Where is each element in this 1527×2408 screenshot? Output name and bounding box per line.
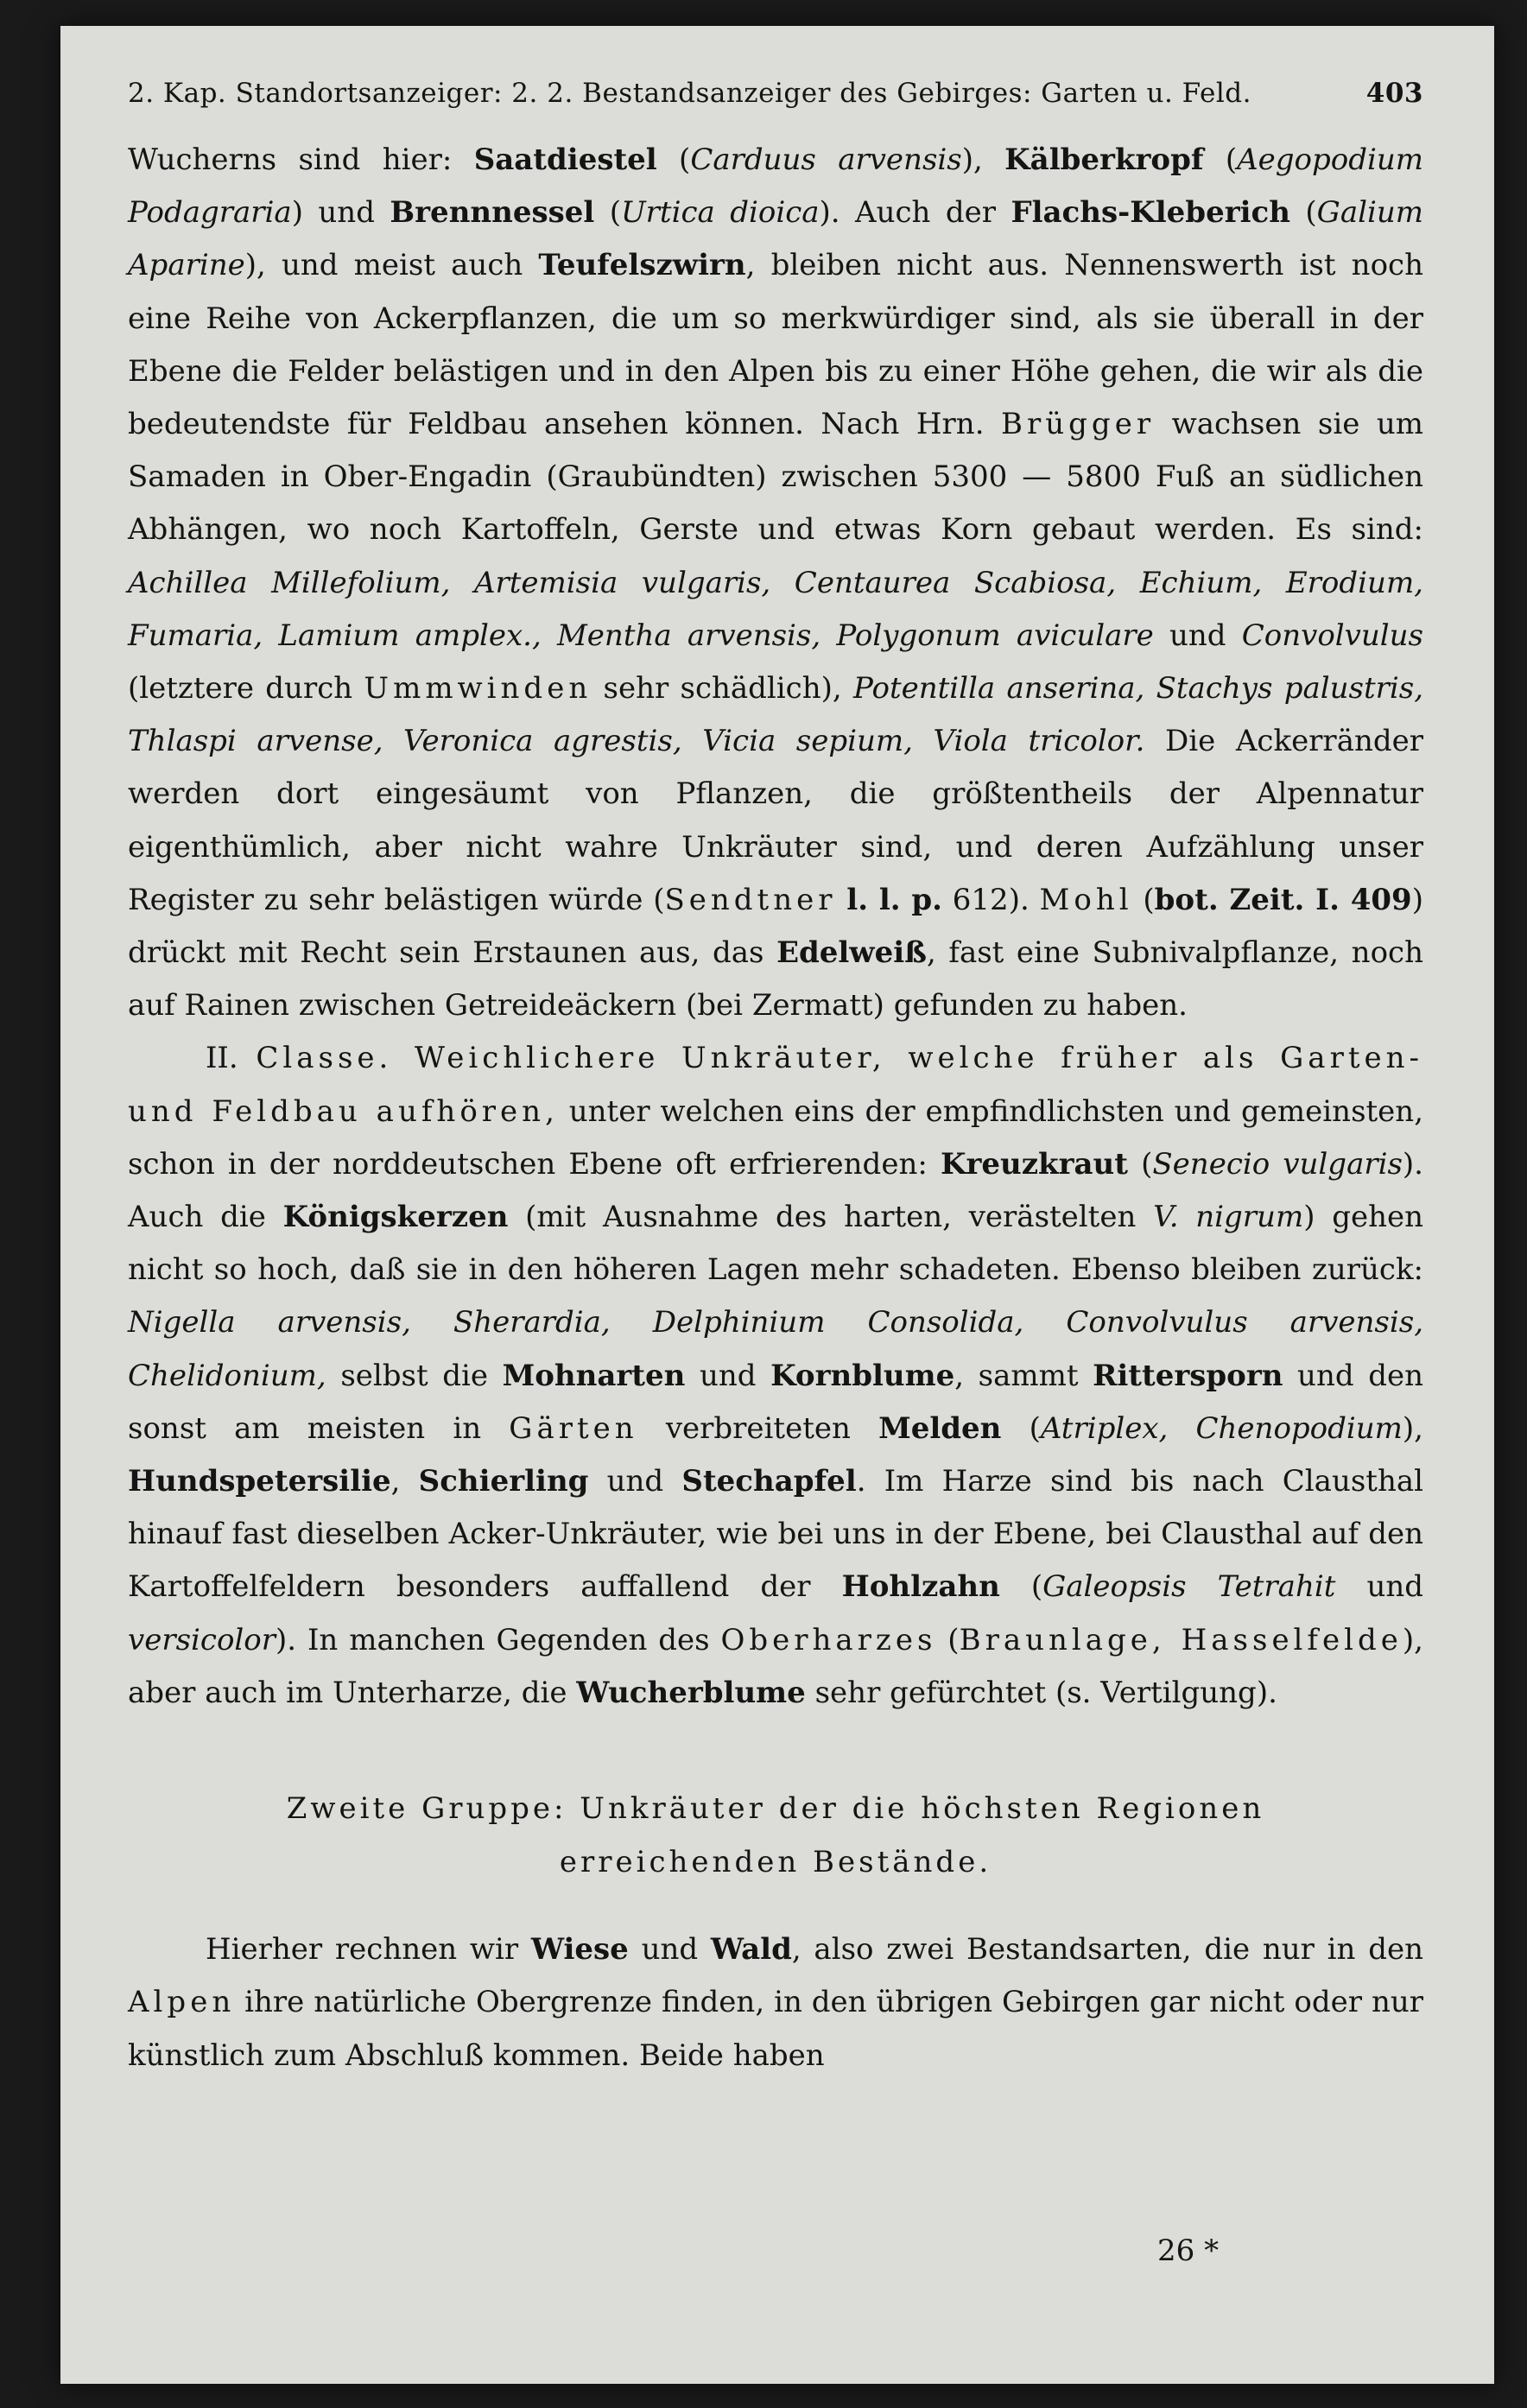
signature-mark: 26 * (1157, 2234, 1220, 2268)
section-heading (197, 1782, 1354, 1889)
paragraph-2: II. Classe. Weichlichere Unkräuter, welche früher als Garten- und Feldbau aufhören, unter welchen eins der empfindlichsten und gemeinsten, schon in der norddeutschen Ebene oft erfrierenden: Kreuzkraut (Senecio vulgaris). Auch die Königskerzen (mit Ausnahme des harten, verästelten V. nigrum) gehen nicht so hoch, daß sie in den höheren Lagen mehr schadeten. Ebenso bleiben zurück: Nigella arvensis, Sherardia, Delphinium Consolida, Convolvulus arvensis, Chelidonium, selbst die Mohnarten und Kornblume, sammt Rittersporn und den sonst am meisten in Gärten verbreiteten Melden (Atriplex, Chenopodium), Hundspetersilie, Schierling und Stechapfel. Im Harze sind bis nach Clausthal hinauf fast dieselben Acker-Unkräuter, wie bei uns in der Ebene, bei Clausthal auf den Kartoffelfeldern besonders auffallend der Hohlzahn (Galeopsis Tetrahit und versicolor). In manchen Gegenden des Oberharzes (Braunlage, Hasselfelde), aber auch im Unterharze, die Wucherblume sehr gefürchtet (s. Vertilgung). (128, 1041, 1424, 1710)
paragraph-1: Wucherns sind hier: Saatdiestel (Carduus arvensis), Kälberkropf (Aegopodium Podagraria) und Brennnessel (Urtica dioica). Auch der Flachs-Kleberich (Galium Aparine), und meist auch Teufelszwirn, bleiben nicht aus. Nennenswerth ist noch eine Reihe von Ackerpflanzen, die um so merkwürdiger sind, als sie überall in der Ebene die Felder belästigen und in den Alpen bis zu einer Höhe gehen, die wir als die bedeutendste für Feldbau ansehen können. Nach Hrn. Brügger wachsen sie um Samaden in Ober-Engadin (Graubündten) zwischen 5300 — 5800 Fuß an südlichen Abhängen, wo noch Kartoffeln, Gerste und etwas Korn gebaut werden. Es sind: Achillea Millefolium, Artemisia vulgaris, Centaurea Scabiosa, Echium, Erodium, Fumaria, Lamium amplex., Mentha arvensis, Polygonum aviculare und Convolvulus (letztere durch Ummwinden sehr schädlich), Potentilla anserina, Stachys palustris, Thlaspi arvense, Veronica agrestis, Vicia sepium, Viola tricolor. Die Ackerränder werden dort eingesäumt von Pflanzen, die größtentheils der Alpennatur eigenthümlich, aber nicht wahre Unkräuter sind, und deren Aufzählung unser Register zu sehr belästigen würde (Sendtner l. l. p. 612). Mohl (bot. Zeit. I. 409) drückt mit Recht sein Erstaunen aus, das Edelweiß, fast eine Subnivalpflanze, noch auf Rainen zwischen Getreideäckern (bei Zermatt) gefunden zu haben. (128, 143, 1424, 1023)
paragraph-3: Hierher rechnen wir Wiese und Wald, also zwei Bestandsarten, die nur in den Alpen ihre natürliche Obergrenze finden, in den übrigen Gebirgen gar nicht oder nur künstlich zum Abschluß kommen. Beide haben (128, 1932, 1423, 2073)
running-title: 2. Kap. Standortsanzeiger: 2. 2. Bestandsanzeiger des Gebirges: Garten u. Feld. (128, 78, 1251, 109)
section-heading-line-2: erreichenden Bestände. (559, 1845, 992, 1880)
page-number: 403 (1365, 78, 1423, 109)
page-body (128, 134, 1423, 2082)
section-heading-line-1: Zweite Gruppe: Unkräuter der die höchsten Regionen (286, 1791, 1265, 1827)
book-page (60, 26, 1494, 2384)
page-header (128, 76, 1423, 111)
